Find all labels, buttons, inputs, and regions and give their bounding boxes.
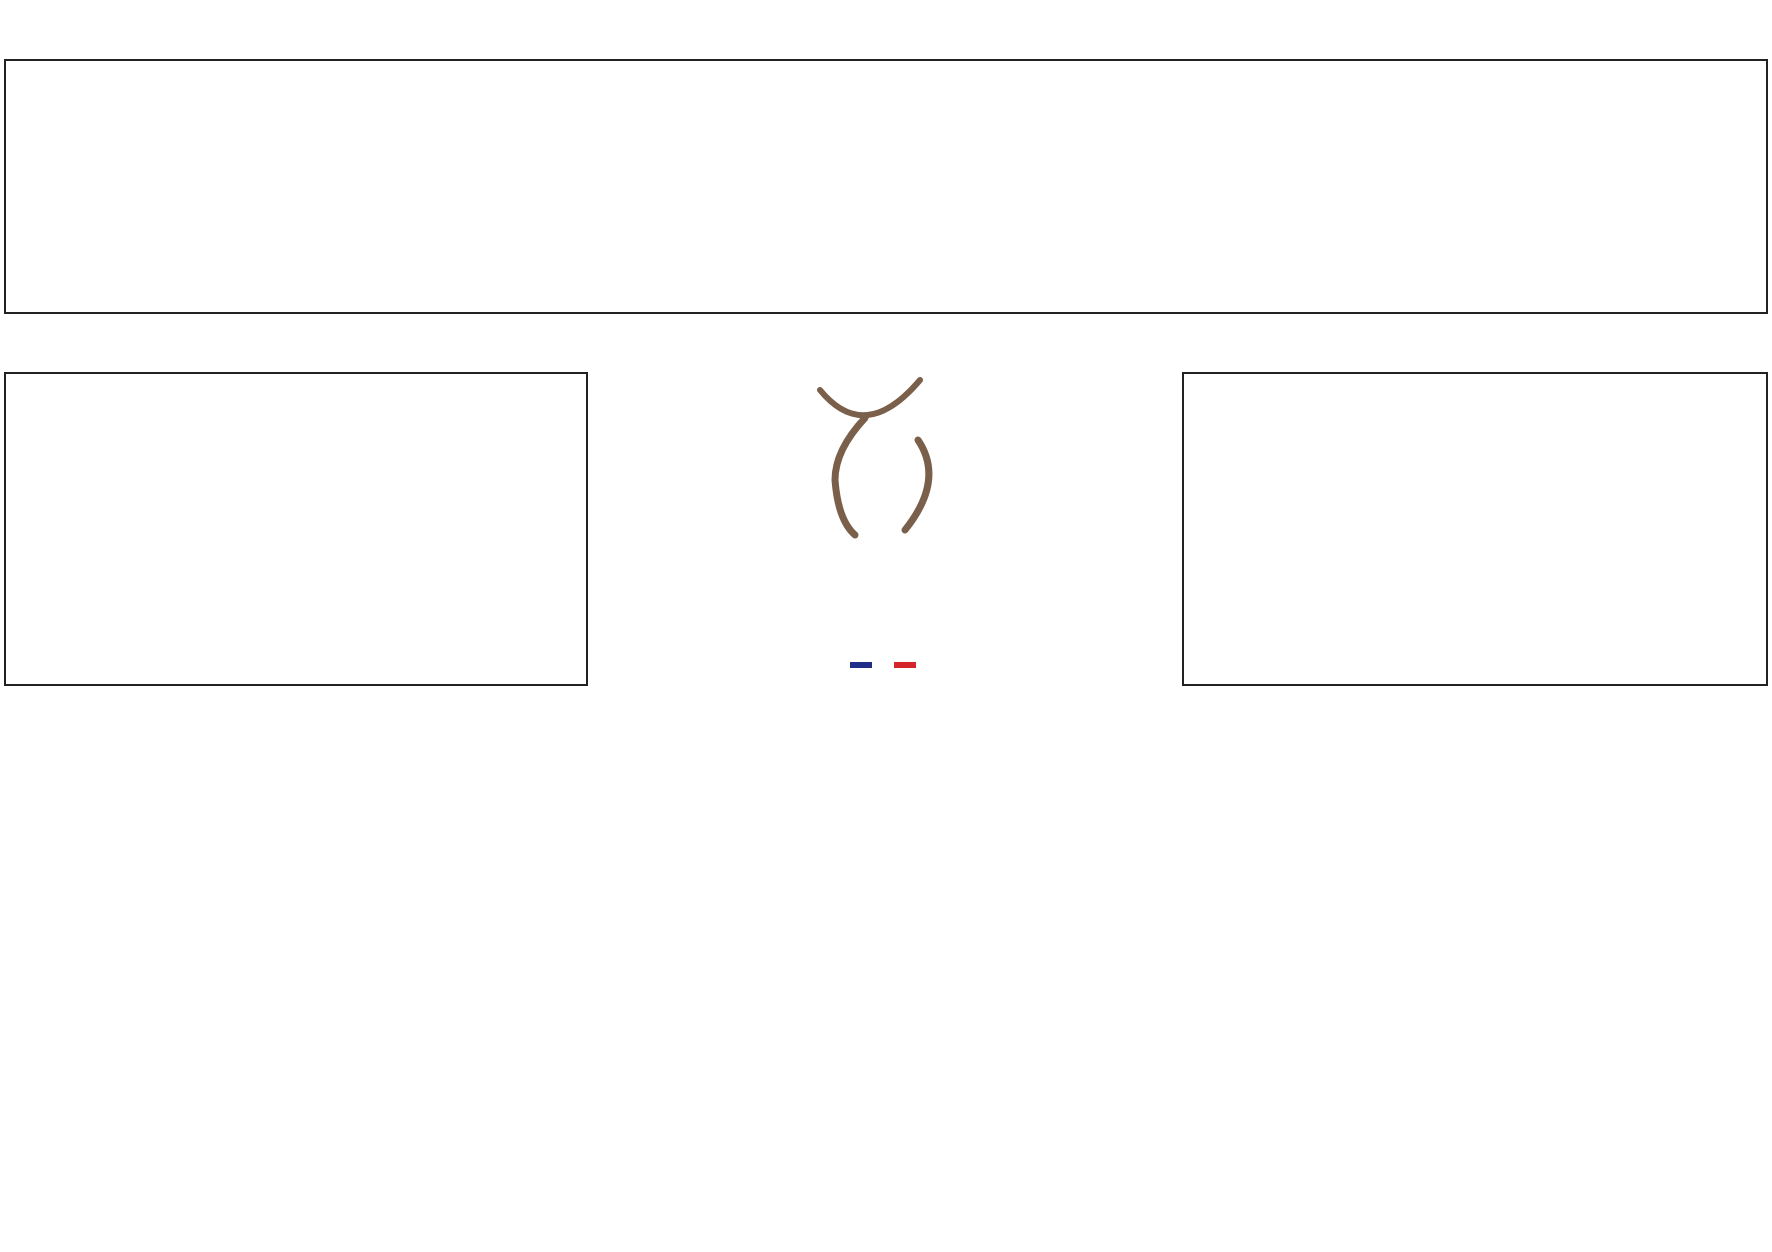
charolais-logo [690,370,1080,680]
bull-head-icon [690,370,1080,540]
flag-blue [850,662,872,668]
animal-header-box [4,59,1768,314]
flag-red [894,662,916,668]
dam-box [1182,372,1768,686]
sire-box [4,372,588,686]
